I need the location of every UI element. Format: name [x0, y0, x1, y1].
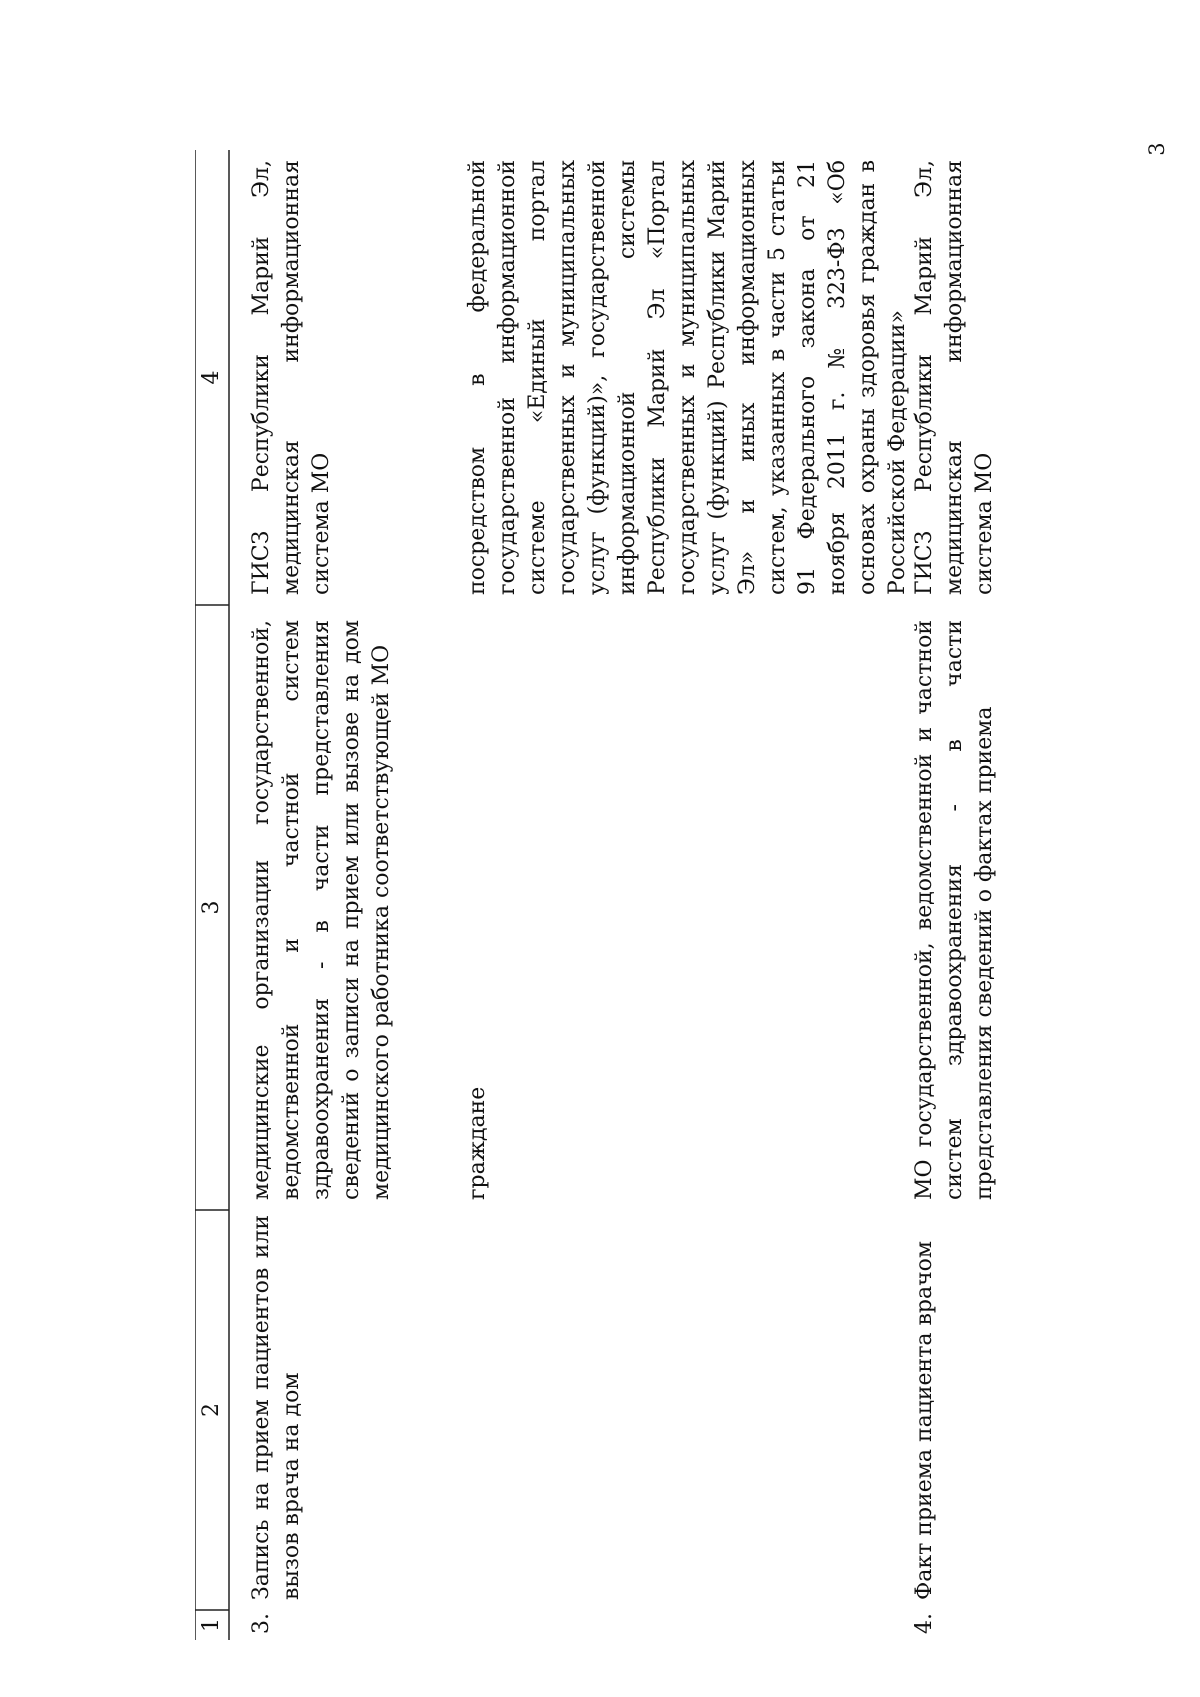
header-col-2: 2 — [199, 1403, 224, 1417]
page-number: 3 — [1145, 142, 1169, 156]
system-cell: посредством в федеральной государственной информационной системе «Единый портал государственных и муниципальных услуг (функций)», государственной информационной системы Республики Марий Эл «Портал государственных и муниципальных услуг (функций) Республики Марий Эл» и иных информационных систем, указанных в части 5 статьи 91 Федерального закона от 21 ноября 2011 г. № 323-ФЗ «Об основах охраны здоровья граждан в Российской Федерации» — [465, 160, 910, 595]
system-cell: ГИСЗ Республики Марий Эл, медицинская информационная система МО — [249, 160, 334, 595]
row-number: 4. — [912, 1613, 937, 1634]
event-cell: Запись на прием пациентов или вызов врача на дом — [249, 1215, 304, 1600]
source-cell: МО государственной, ведомственной и частной систем здравоохранения - в части представления сведений о фактах приема — [912, 620, 997, 1200]
header-col-4: 4 — [199, 370, 224, 385]
document-table — [195, 150, 1115, 1640]
header-col-3: 3 — [199, 900, 224, 915]
row-number: 3. — [249, 1613, 274, 1634]
event-cell: Факт приема пациента врачом — [912, 1241, 937, 1600]
source-cell: медицинские организации государственной, ведомственной и частной систем здравоохранения - в части представления сведений о записи на прием или вызове на дом медицинского работника соответствующей МО — [249, 620, 394, 1200]
system-cell: ГИСЗ Республики Марий Эл, медицинская информационная система МО — [912, 160, 997, 595]
source-cell: граждане — [465, 1086, 490, 1200]
header-col-1: 1 — [199, 1618, 224, 1632]
